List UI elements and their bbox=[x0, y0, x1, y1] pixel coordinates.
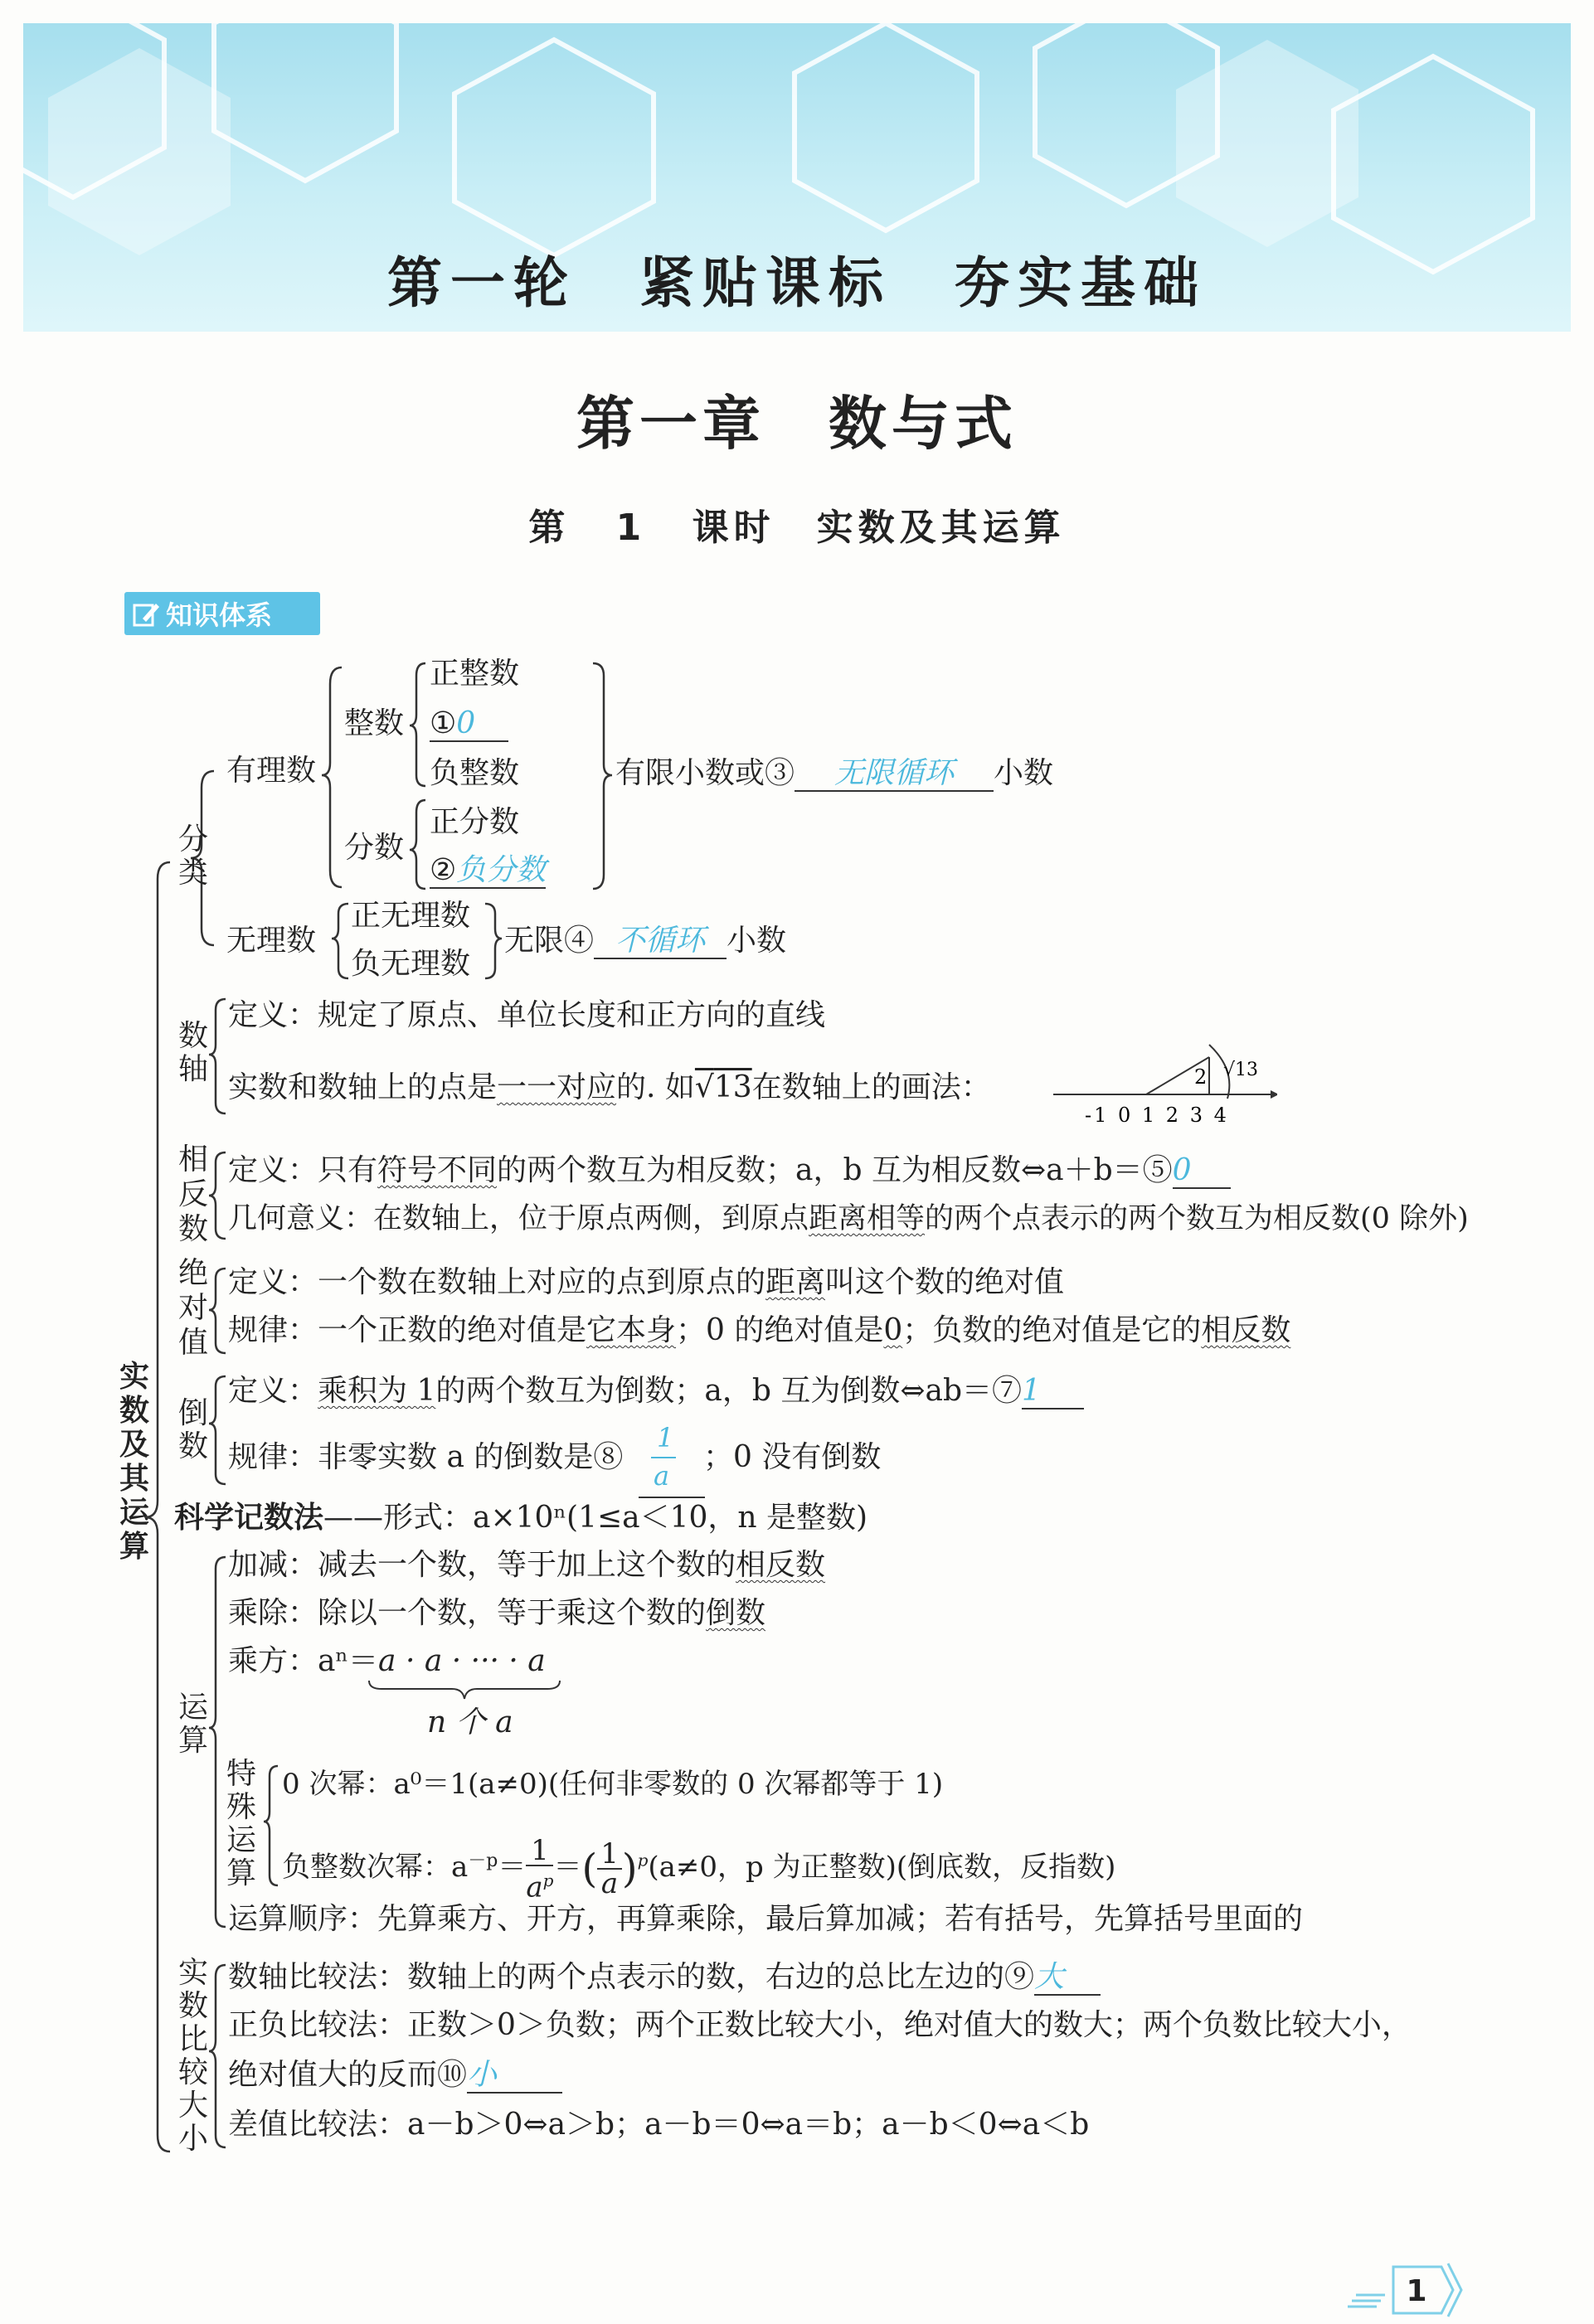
pos-irr-label: 正无理数 bbox=[351, 899, 471, 933]
answer4: 不循环 bbox=[615, 924, 706, 958]
banner-title: 第一轮 紧贴课标 夯实基础 bbox=[387, 250, 1207, 315]
inf-prefix: 无限④ bbox=[504, 924, 595, 958]
answer3: 无限循环 bbox=[834, 756, 955, 790]
op-pow-prefix: 乘方：aⁿ＝ bbox=[228, 1644, 379, 1678]
neg-irr-label: 负无理数 bbox=[351, 947, 471, 981]
answer8-bar bbox=[651, 1457, 676, 1458]
abs-rule-mid2: ；负数的绝对值是它的 bbox=[902, 1313, 1202, 1347]
answer5: 0 bbox=[1172, 1153, 1192, 1187]
pow-under-label: n 个 a bbox=[427, 1705, 513, 1739]
op-pow bbox=[228, 1645, 546, 1678]
abs-def-prefix: 定义：一个数在数轴上对应的点到原点的 bbox=[228, 1265, 766, 1299]
reciprocal-rule-suffix: ；0 没有倒数 bbox=[703, 1440, 882, 1474]
infinite-decimal-line bbox=[504, 924, 786, 959]
classification-label: 分类 bbox=[177, 822, 208, 890]
pow-underbrace bbox=[365, 1679, 564, 1704]
compare-line4: 差值比较法：a－b＞0⇔a＞b；a－b＝0⇔a＝b；a－b＜0⇔a＜b bbox=[228, 2108, 1090, 2142]
finite-decimal-line bbox=[615, 757, 1053, 792]
opp-geo-prefix: 几何意义：在数轴上，位于原点两侧，到原点 bbox=[228, 1202, 809, 1235]
op-order: 运算顺序：先算乘方、开方，再算乘除，最后算加减；若有括号，先算括号里面的 bbox=[228, 1902, 1304, 1936]
chapter-title: 第一章 数与式 bbox=[576, 389, 1018, 458]
special-ops-label: 特殊运算 bbox=[226, 1757, 256, 1890]
rational-label: 有理数 bbox=[226, 754, 317, 788]
zero-power: 0 次幂：a⁰＝1(a≠0)(任何非零数的 0 次幂都等于 1) bbox=[282, 1768, 944, 1801]
fraction-label: 分数 bbox=[344, 831, 405, 865]
answer1: 0 bbox=[456, 706, 476, 740]
neg-pow-formula: ＝ $\frac{1}{a^p}$ ＝( $\frac{1}{a}$ )$^p$ bbox=[498, 1834, 649, 1904]
compare-line2: 正负比较法：正数＞0＞负数；两个正数比较大小，绝对值大的数大；两个负数比较大小， bbox=[228, 2008, 1412, 2042]
blank1-marker: ① bbox=[430, 706, 457, 740]
reciprocal-def bbox=[228, 1375, 1084, 1409]
cmp-line1-prefix: 数轴比较法：数轴上的两个点表示的数，右边的总比左边的⑨ bbox=[228, 1960, 1035, 1994]
abs-rule-em1: 它本身 bbox=[586, 1313, 677, 1347]
sqrt-13: √13 bbox=[694, 1070, 752, 1104]
answer7: 1 bbox=[1022, 1374, 1041, 1408]
op-mul-em: 倒数 bbox=[706, 1596, 766, 1630]
number-line-label: 数轴 bbox=[177, 1019, 208, 1086]
absolute-def bbox=[228, 1266, 1064, 1299]
answer8-num: 1 bbox=[657, 1422, 674, 1453]
neg-pow-exp: －p bbox=[468, 1850, 498, 1871]
sqrt-13-text: 13 bbox=[713, 1070, 752, 1104]
sci-text: ——形式：a×10ⁿ(1≤a＜10，n 是整数) bbox=[323, 1501, 868, 1535]
answer9: 大 bbox=[1034, 1960, 1065, 1994]
cmp-line3-prefix: 绝对值大的反而⑩ bbox=[228, 2058, 468, 2092]
fig-ticks: -1 0 1 2 3 4 bbox=[1085, 1104, 1229, 1127]
lesson-title: 第 1 课时 实数及其运算 bbox=[528, 507, 1066, 549]
abs-rule-prefix: 规律：一个正数的绝对值是 bbox=[228, 1313, 587, 1347]
fig-sqrt-label: √13 bbox=[1223, 1060, 1259, 1080]
opp-geo-suffix: 的两个点表示的两个数互为相反数(0 除外) bbox=[925, 1202, 1469, 1235]
op-pow-expr: a · a · ··· · a bbox=[378, 1644, 546, 1678]
sci-notation-line bbox=[174, 1501, 867, 1535]
inf-suffix: 小数 bbox=[727, 924, 787, 958]
finite-prefix: 有限小数或③ bbox=[615, 756, 795, 790]
operations-label: 运算 bbox=[177, 1691, 208, 1758]
compare-line1 bbox=[228, 1961, 1101, 1996]
blank1 bbox=[430, 707, 508, 742]
reciprocal-rule bbox=[228, 1441, 623, 1474]
abs-def-suffix: 叫这个数的绝对值 bbox=[825, 1265, 1065, 1299]
compare-line3 bbox=[228, 2059, 562, 2094]
answer2: 负分数 bbox=[456, 853, 547, 887]
opposite-def bbox=[228, 1154, 1231, 1189]
opp-geo-em: 距离相等 bbox=[809, 1202, 926, 1235]
rec-def-mid: 的两个数互为倒数；a，b 互为倒数⇔ab＝⑦ bbox=[435, 1374, 1022, 1408]
reciprocal-label: 倒数 bbox=[177, 1396, 208, 1463]
op-mul bbox=[228, 1597, 765, 1630]
compare-label: 实数比较大小 bbox=[177, 1956, 208, 2156]
opposite-label: 相反数 bbox=[177, 1143, 208, 1246]
corr-em: 一一对应 bbox=[497, 1070, 617, 1104]
integer-label: 整数 bbox=[344, 706, 405, 740]
opp-def-prefix: 定义：只有 bbox=[228, 1153, 378, 1187]
number-line-figure bbox=[1053, 1041, 1277, 1132]
absolute-label: 绝对值 bbox=[177, 1256, 208, 1360]
section-badge-label: 知识体系 bbox=[166, 599, 273, 631]
op-add-em: 相反数 bbox=[736, 1548, 826, 1582]
neg-int-label: 负整数 bbox=[430, 756, 520, 790]
abs-def-em: 距离 bbox=[765, 1265, 826, 1299]
abs-rule-mid: ；0 的绝对值是 bbox=[676, 1313, 884, 1347]
op-add-prefix: 加减：减去一个数，等于加上这个数的 bbox=[228, 1548, 736, 1582]
neg-pow-prefix: 负整数次幂：a bbox=[282, 1851, 469, 1885]
pos-int-label: 正整数 bbox=[430, 657, 520, 691]
opp-def-mid: 的两个数互为相反数；a，b 互为相反数⇔a＋b＝⑤ bbox=[497, 1153, 1173, 1187]
sci-label: 科学记数法 bbox=[174, 1500, 324, 1535]
answer8-blank bbox=[639, 1422, 705, 1498]
abs-rule-em3: 相反数 bbox=[1201, 1313, 1291, 1347]
corr-suffix: 的. 如 bbox=[616, 1070, 695, 1104]
neg-power bbox=[282, 1834, 1116, 1904]
opp-def-em: 符号不同 bbox=[377, 1153, 498, 1187]
rec-def-prefix: 定义： bbox=[228, 1374, 318, 1408]
corr-prefix: 实数和数轴上的点是 bbox=[228, 1070, 498, 1104]
corr-tail: 在数轴上的画法： bbox=[751, 1070, 991, 1104]
blank2 bbox=[430, 854, 546, 889]
op-mul-prefix: 乘除：除以一个数，等于乘这个数的 bbox=[228, 1596, 707, 1630]
opposite-geo bbox=[228, 1202, 1469, 1235]
rec-rule-prefix: 规律：非零实数 a 的倒数是⑧ bbox=[228, 1440, 624, 1474]
root-label: 实数及其运算 bbox=[119, 1359, 149, 1564]
number-line-corr bbox=[228, 1071, 991, 1104]
op-add bbox=[228, 1549, 825, 1582]
neg-pow-tail: (a≠0，p 为正整数)(倒底数，反指数) bbox=[648, 1851, 1116, 1885]
irrational-label: 无理数 bbox=[226, 924, 317, 958]
page-number: 1 bbox=[1406, 2274, 1427, 2308]
fig-label-2: 2 bbox=[1194, 1065, 1208, 1089]
answer8-den: a bbox=[654, 1460, 670, 1492]
rec-def-em: 乘积为 1 bbox=[318, 1374, 436, 1408]
answer10: 小 bbox=[467, 2058, 498, 2092]
number-line-def: 定义：规定了原点、单位长度和正方向的直线 bbox=[228, 998, 826, 1032]
blank2-marker: ② bbox=[430, 853, 457, 887]
abs-rule-em2: 0 bbox=[883, 1313, 903, 1347]
pos-frac-label: 正分数 bbox=[430, 805, 520, 839]
finite-suffix: 小数 bbox=[994, 756, 1054, 790]
absolute-rule bbox=[228, 1314, 1290, 1347]
